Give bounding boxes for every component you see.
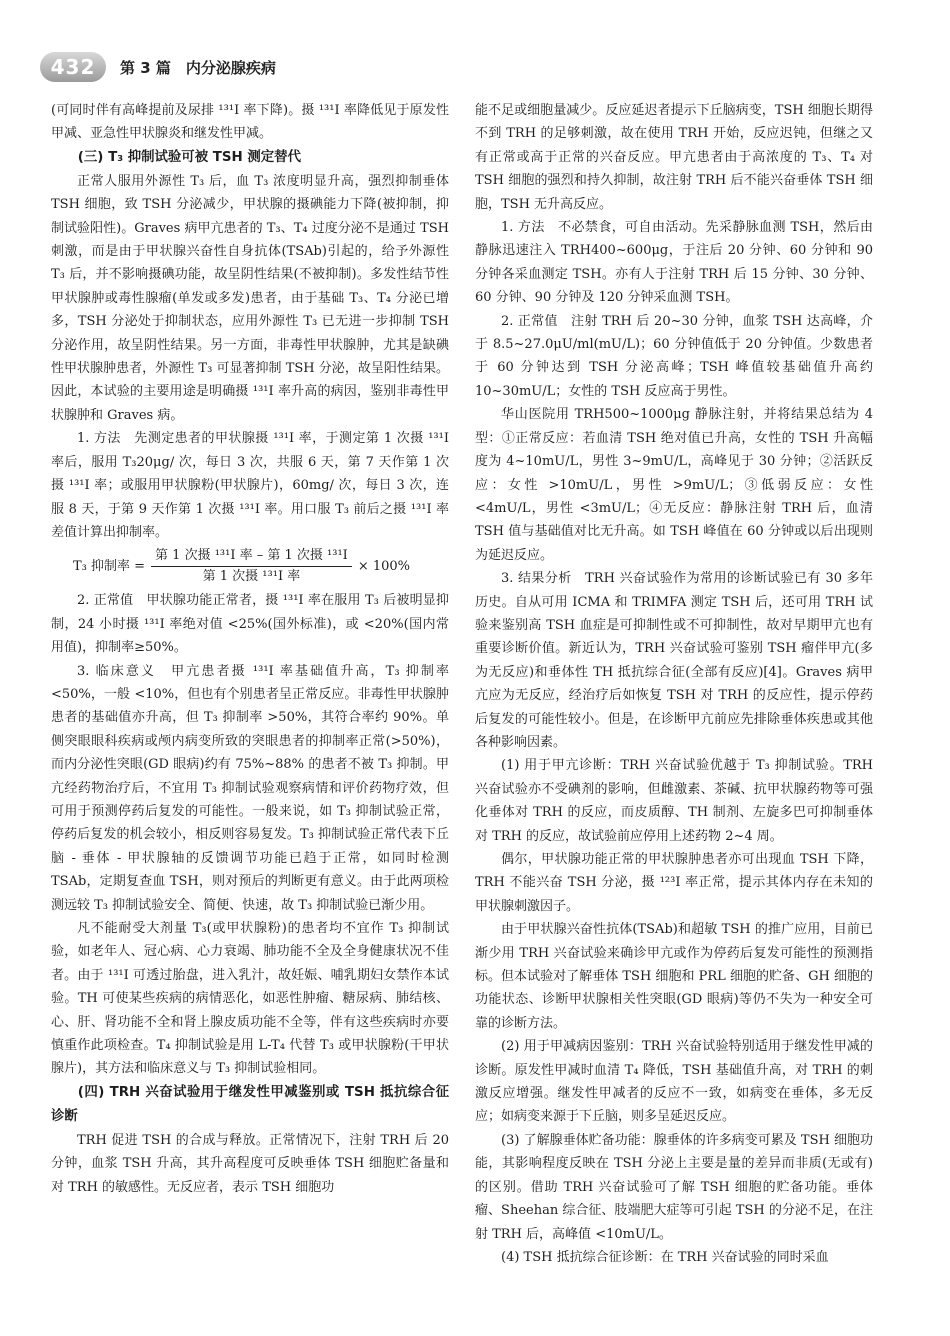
section-heading: (三) T₃ 抑制试验可被 TSH 测定替代 bbox=[77, 149, 301, 165]
paragraph: 1. 方法 先测定患者的甲状腺摄 ¹³¹I 率，于测定第 1 次摄 ¹³¹I 率后，服用 T₃20μg/ 次，每日 3 次，共服 6 天，第 7 天作第 1 次摄 ¹³¹I 率；或服用甲状腺粉(甲状腺片)，60mg/ 次，每日 3 次，连服 8 天，于第 9 天作第 1 次摄 ¹³¹I 率。用口服 T₃ 前后之摄 ¹³¹I 率差值计算出抑制率。 bbox=[51, 431, 449, 540]
formula-denominator: 第 1 次摄 ¹³¹I 率 bbox=[202, 569, 301, 585]
paragraph: 凡不能耐受大剂量 T₃(或甲状腺粉)的患者均不宜作 T₃ 抑制试验，如老年人、冠心病、心力衰竭、肺功能不全及全身健康状况不佳者。由于 ¹³¹I 可透过胎盘，进入乳汁，故妊娠、哺乳期妇女禁作本试验。TH 可使某些疾病的病情恶化，如恶性肿瘤、糖尿病、肺结核、心、肝、肾功能不全和肾上腺皮质功能不全等，伴有这些疾病时亦要慎重作此项检查。T₄ 抑制试验是用 L-T₄ 代替 T₃ 或甲状腺粉(干甲状腺片)，其方法和临床意义与 T₃ 抑制试验相同。 bbox=[51, 921, 449, 1077]
suppression-rate-formula bbox=[51, 546, 449, 587]
formula-numerator: 第 1 次摄 ¹³¹I 率 – 第 1 次摄 ¹³¹I bbox=[151, 546, 352, 567]
left-column bbox=[51, 99, 449, 1199]
page-header bbox=[40, 50, 276, 84]
formula-lhs: T₃ 抑制率 = bbox=[73, 559, 146, 575]
paragraph: 华山医院用 TRH500~1000μg 静脉注射，并将结果总结为 4 型：①正常反应：若血清 TSH 绝对值已升高，女性的 TSH 升高幅度为 4~10mU/L，男性 3~9mU/L，高峰见于 30 分钟；②活跃反应：女性 >10mU/L，男性 >9mU/L；③低弱反应：女性 <4mU/L，男性 <3mU/L；④无反应：静脉注射 TRH 后，血清 TSH 值与基础值对比无升高。如 TSH 峰值在 60 分钟或以后出现则为延迟反应。 bbox=[475, 407, 873, 563]
page-number-badge: 432 bbox=[40, 52, 106, 82]
paragraph: (3) 了解腺垂体贮备功能：腺垂体的许多病变可累及 TSH 细胞功能，其影响程度反映在 TSH 分泌上主要是量的差异而非质(无或有)的区别。借助 TRH 兴奋试验可了解 TSH 细胞的贮备功能。垂体瘤、Sheehan 综合征、肢端肥大症等可引起 TSH 的分泌不足，在注射 TRH 后，高峰值 <10mU/L。 bbox=[475, 1132, 873, 1242]
paragraph: 2. 正常值 注射 TRH 后 20~30 分钟，血浆 TSH 达高峰，介于 8.5~27.0μU/ml(mU/L)；60 分钟值低于 20 分钟值。少数患者于 60 分钟达到 TSH 分泌高峰；TSH 峰值较基础值升高约 10~30mU/L；女性的 TSH 反应高于男性。 bbox=[475, 313, 873, 399]
paragraph: 3. 临床意义 甲亢患者摄 ¹³¹I 率基础值升高，T₃ 抑制率 <50%，一般 <10%，但也有个别患者呈正常反应。非毒性甲状腺肿患者的基础值亦升高，但 T₃ 抑制率 >50%，其符合率约 90%。单侧突眼眼科疾病或颅内病变所致的突眼患者的抑制率正常(>50%)，而内分泌性突眼(GD 眼病)约有 75%~88% 的患者不被 T₃ 抑制。甲亢经药物治疗后，不宜用 T₃ 抑制试验观察病情和评价药物疗效，但可用于预测停药后复发的可能性。一般来说，如 T₃ 抑制试验正常，停药后复发的机会较小，相反则容易复发。T₃ 抑制试验正常代表下丘脑 - 垂体 - 甲状腺轴的反馈调节功能已趋于正常，如同时检测 TSAb，定期复查血 TSH，则对预后的判断更有意义。由于此两项检测远较 T₃ 抑制试验安全、简便、快速，故 T₃ 抑制试验已渐少用。 bbox=[51, 663, 449, 913]
paragraph: 3. 结果分析 TRH 兴奋试验作为常用的诊断试验已有 30 多年历史。自从可用 ICMA 和 TRIMFA 测定 TSH 后，还可用 TRH 试验来鉴别高 TSH 血症是可抑制性或不可抑制性，故对早期甲亢也有重要诊断价值。新近认为，TRH 兴奋试验可鉴别 TSH 瘤伴甲亢(多为无反应)和垂体性 TH 抵抗综合征(全部有反应)[4]。Graves 病甲亢应为无反应，经治疗后如恢复 TSH 对 TRH 的反应性，提示停药后复发的可能性较小。但是，在诊断甲亢前应先排除垂体疾患或其他各种影响因素。 bbox=[475, 571, 873, 750]
section-title: 第 3 篇 内分泌腺疾病 bbox=[120, 58, 276, 77]
formula-rhs: × 100% bbox=[357, 559, 411, 575]
formula-fraction bbox=[151, 546, 352, 587]
paragraph: (1) 用于甲亢诊断：TRH 兴奋试验优越于 T₃ 抑制试验。TRH 兴奋试验亦不受碘剂的影响，但雌激素、茶碱、抗甲状腺药物等可强化垂体对 TRH 的反应，而皮质醇、TH 制剂、左旋多巴可抑制垂体对 TRH 的反应，故试验前应停用上述药物 2~4 周。 bbox=[475, 758, 873, 844]
paragraph: TRH 促进 TSH 的合成与释放。正常情况下，注射 TRH 后 20 分钟，血浆 TSH 升高，其升高程度可反映垂体 TSH 细胞贮备量和对 TRH 的敏感性。无反应者，表示 TSH 细胞功 bbox=[51, 1132, 449, 1195]
paragraph: (可同时伴有高峰提前及尿排 ¹³¹I 率下降)。摄 ¹³¹I 率降低见于原发性甲减、亚急性甲状腺炎和继发性甲减。 bbox=[51, 103, 449, 142]
paragraph: (2) 用于甲减病因鉴别：TRH 兴奋试验特别适用于继发性甲减的诊断。原发性甲减时血清 T₄ 降低，TSH 基础值升高，对 TRH 的刺激反应增强。继发性甲减者的反应不一致，如病变在垂体，多无反应；如病变来源于下丘脑，则多呈延迟反应。 bbox=[475, 1039, 873, 1125]
right-column bbox=[475, 99, 873, 1269]
paragraph: 由于甲状腺兴奋性抗体(TSAb)和超敏 TSH 的推广应用，目前已渐少用 TRH 兴奋试验来确诊甲亢或作为停药后复发可能性的预测指标。但本试验对了解垂体 TSH 细胞和 PRL 细胞的贮备、GH 细胞的功能状态、诊断甲状腺相关性突眼(GD 眼病)等仍不失为一种安全可靠的诊断方法。 bbox=[475, 922, 873, 1031]
paragraph: 能不足或细胞量减少。反应延迟者提示下丘脑病变，TSH 细胞长期得不到 TRH 的足够刺激，故在使用 TRH 开始，反应迟钝，但继之又有正常或高于正常的兴奋反应。甲亢患者由于高浓度的 T₃、T₄ 对 TSH 细胞的强烈和持久抑制，故注射 TRH 后不能兴奋垂体 TSH 细胞，TSH 无升高反应。 bbox=[475, 103, 873, 212]
section-heading: (四) TRH 兴奋试验用于继发性甲减鉴别或 TSH 抵抗综合征诊断 bbox=[51, 1084, 449, 1124]
paragraph: 2. 正常值 甲状腺功能正常者，摄 ¹³¹I 率在服用 T₃ 后被明显抑制，24 小时摄 ¹³¹I 率绝对值 <25%(国外标准)，或 <20%(国内常用值)，抑制率≥50%。 bbox=[51, 593, 449, 656]
paragraph: 1. 方法 不必禁食，可自由活动。先采静脉血测 TSH，然后由静脉迅速注入 TRH400~600μg，于注后 20 分钟、60 分钟和 90 分钟各采血测定 TSH。亦有人于注射 TRH 后 15 分钟、30 分钟、60 分钟、90 分钟及 120 分钟采血测 TSH。 bbox=[475, 220, 873, 306]
paragraph: (4) TSH 抵抗综合征诊断：在 TRH 兴奋试验的同时采血 bbox=[501, 1249, 829, 1265]
paragraph: 正常人服用外源性 T₃ 后，血 T₃ 浓度明显升高，强烈抑制垂体 TSH 细胞，致 TSH 分泌减少，甲状腺的摄碘能力下降(被抑制，抑制试验阳性)。Graves 病甲亢患者的 T₃、T₄ 过度分泌不是通过 TSH 刺激，而是由于甲状腺兴奋性自身抗体(TSAb)引起的，给予外源性 T₃ 后，并不影响摄碘功能，故呈阴性结果(不被抑制)。多发性结节性甲状腺肿或毒性腺瘤(单发或多发)患者，由于基础 T₃、T₄ 分泌已增多，TSH 分泌处于抑制状态，应用外源性 T₃ 已无进一步抑制 TSH 分泌作用，故呈阴性结果。另一方面，非毒性甲状腺肿，尤其是缺碘性甲状腺肿患者，外源性 T₃ 可显著抑制 TSH 分泌，故呈阳性结果。因此，本试验的主要用途是明确摄 ¹³¹I 率升高的病因，鉴别非毒性甲状腺肿和 Graves 病。 bbox=[51, 173, 449, 423]
paragraph: 偶尔，甲状腺功能正常的甲状腺肿患者亦可出现血 TSH 下降，TRH 不能兴奋 TSH 分泌，摄 ¹²³I 率正常，提示其体内存在未知的甲状腺刺激因子。 bbox=[475, 852, 873, 914]
